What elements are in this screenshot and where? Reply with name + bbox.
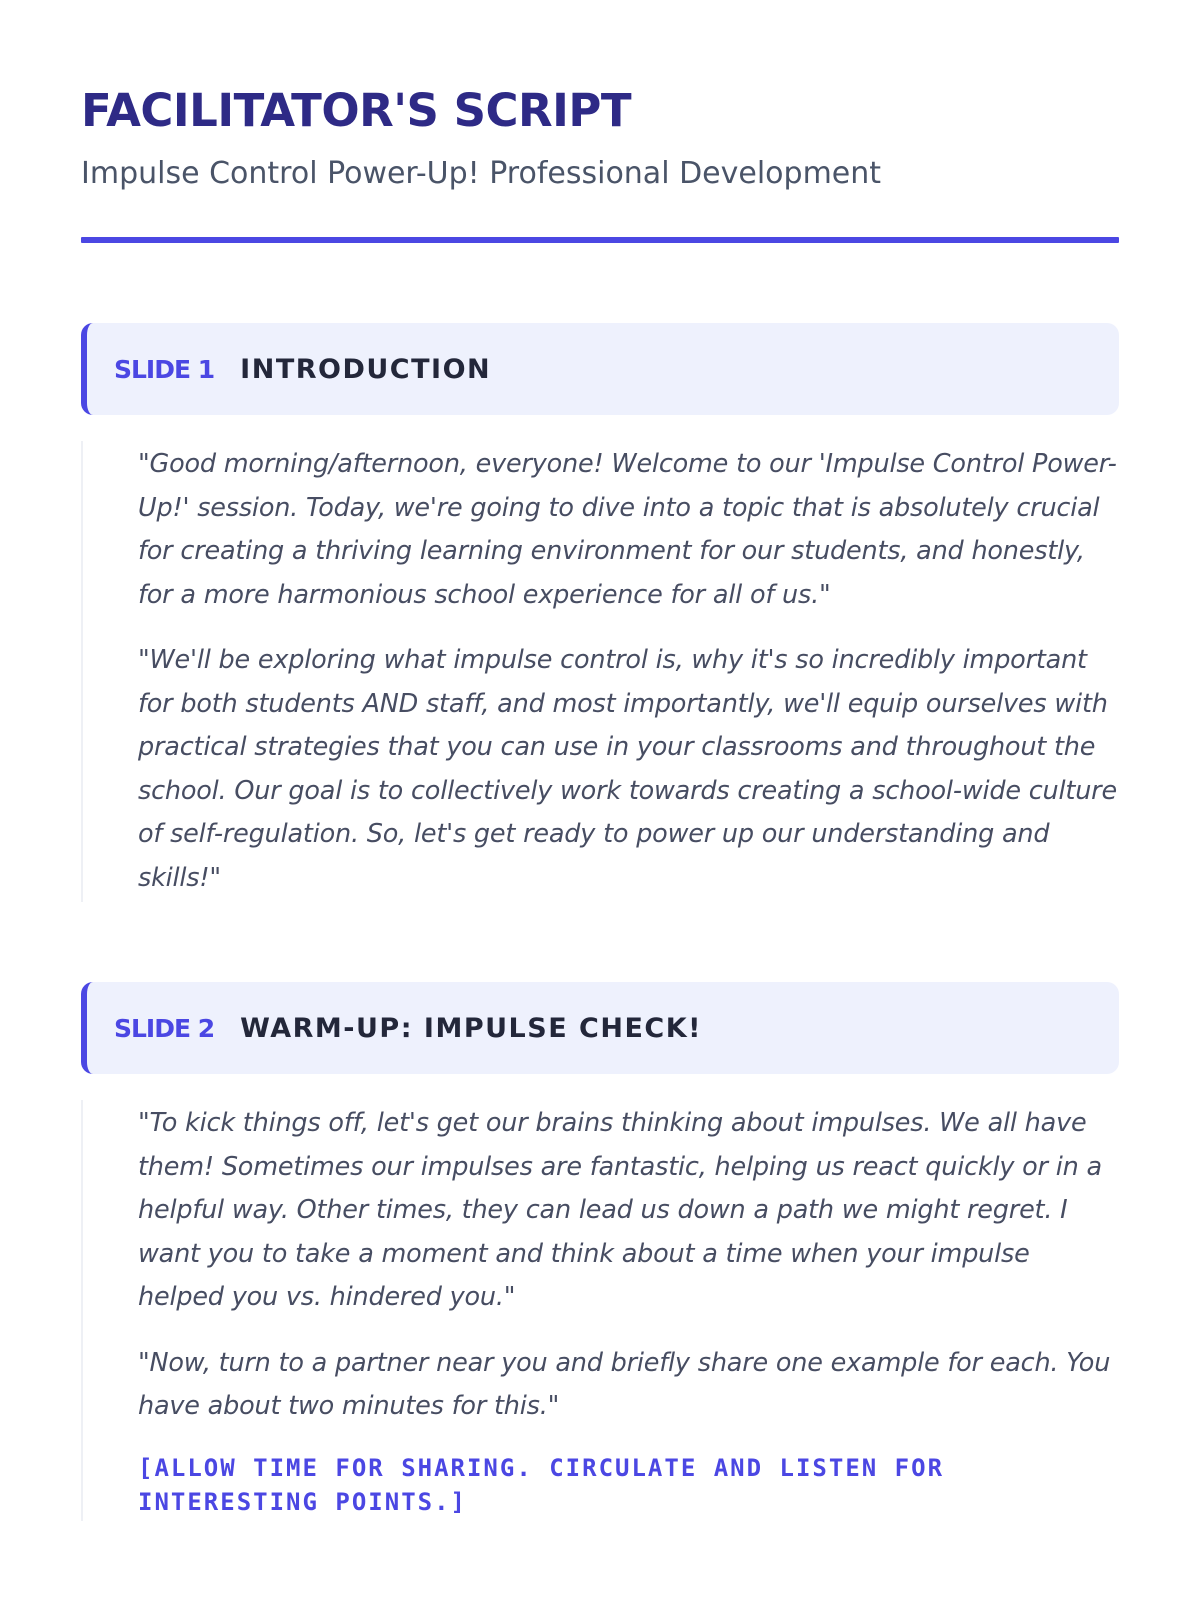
slide-number: SLIDE 1 <box>114 354 215 384</box>
document-title: FACILITATOR'S SCRIPT <box>81 84 632 137</box>
slide-header <box>81 323 1119 415</box>
script-paragraph: "Now, turn to a partner near you and briefly share one example for each. You have about two minutes for this." <box>138 1347 1111 1421</box>
stage-direction: [ALLOW TIME FOR SHARING. CIRCULATE AND LISTEN FOR INTERESTING POINTS.] <box>138 1453 945 1516</box>
slide-number: SLIDE 2 <box>114 1013 215 1043</box>
slide-section-2 <box>81 982 1119 1521</box>
script-paragraph: "Good morning/afternoon, everyone! Welcome to our 'Impulse Control Power-Up!' session. Today, we're going to dive into a topic that is absolutely crucial for creating a thriving learning environment for our students, and honestly, for a more harmonious school experience for all of us." <box>138 449 1117 610</box>
document-subtitle: Impulse Control Power-Up! Professional Development <box>81 156 882 191</box>
slide-section-1 <box>81 323 1119 902</box>
slide-script-body <box>81 441 1119 902</box>
slide-script-body <box>81 1100 1119 1521</box>
slide-header <box>81 982 1119 1074</box>
script-paragraph: "To kick things off, let's get our brains thinking about impulses. We all have them! Sometimes our impulses are fantastic, helping us react quickly or in a helpful way. Other times, they can lead us down a path we might regret. I want you to take a moment and think about a time when your impulse helped you vs. hindered you." <box>138 1108 1102 1312</box>
slide-title: WARM-UP: IMPULSE CHECK! <box>240 1012 702 1044</box>
header-divider <box>81 237 1119 243</box>
slide-title: INTRODUCTION <box>240 353 492 385</box>
script-paragraph: "We'll be exploring what impulse control is, why it's so incredibly important for both students AND staff, and most importantly, we'll equip ourselves with practical strategies that you can use in your classrooms and throughout the school. Our goal is to collectively work towards creating a school-wide culture of self-regulation. So, let's get ready to power up our understanding and skills!" <box>138 645 1117 893</box>
